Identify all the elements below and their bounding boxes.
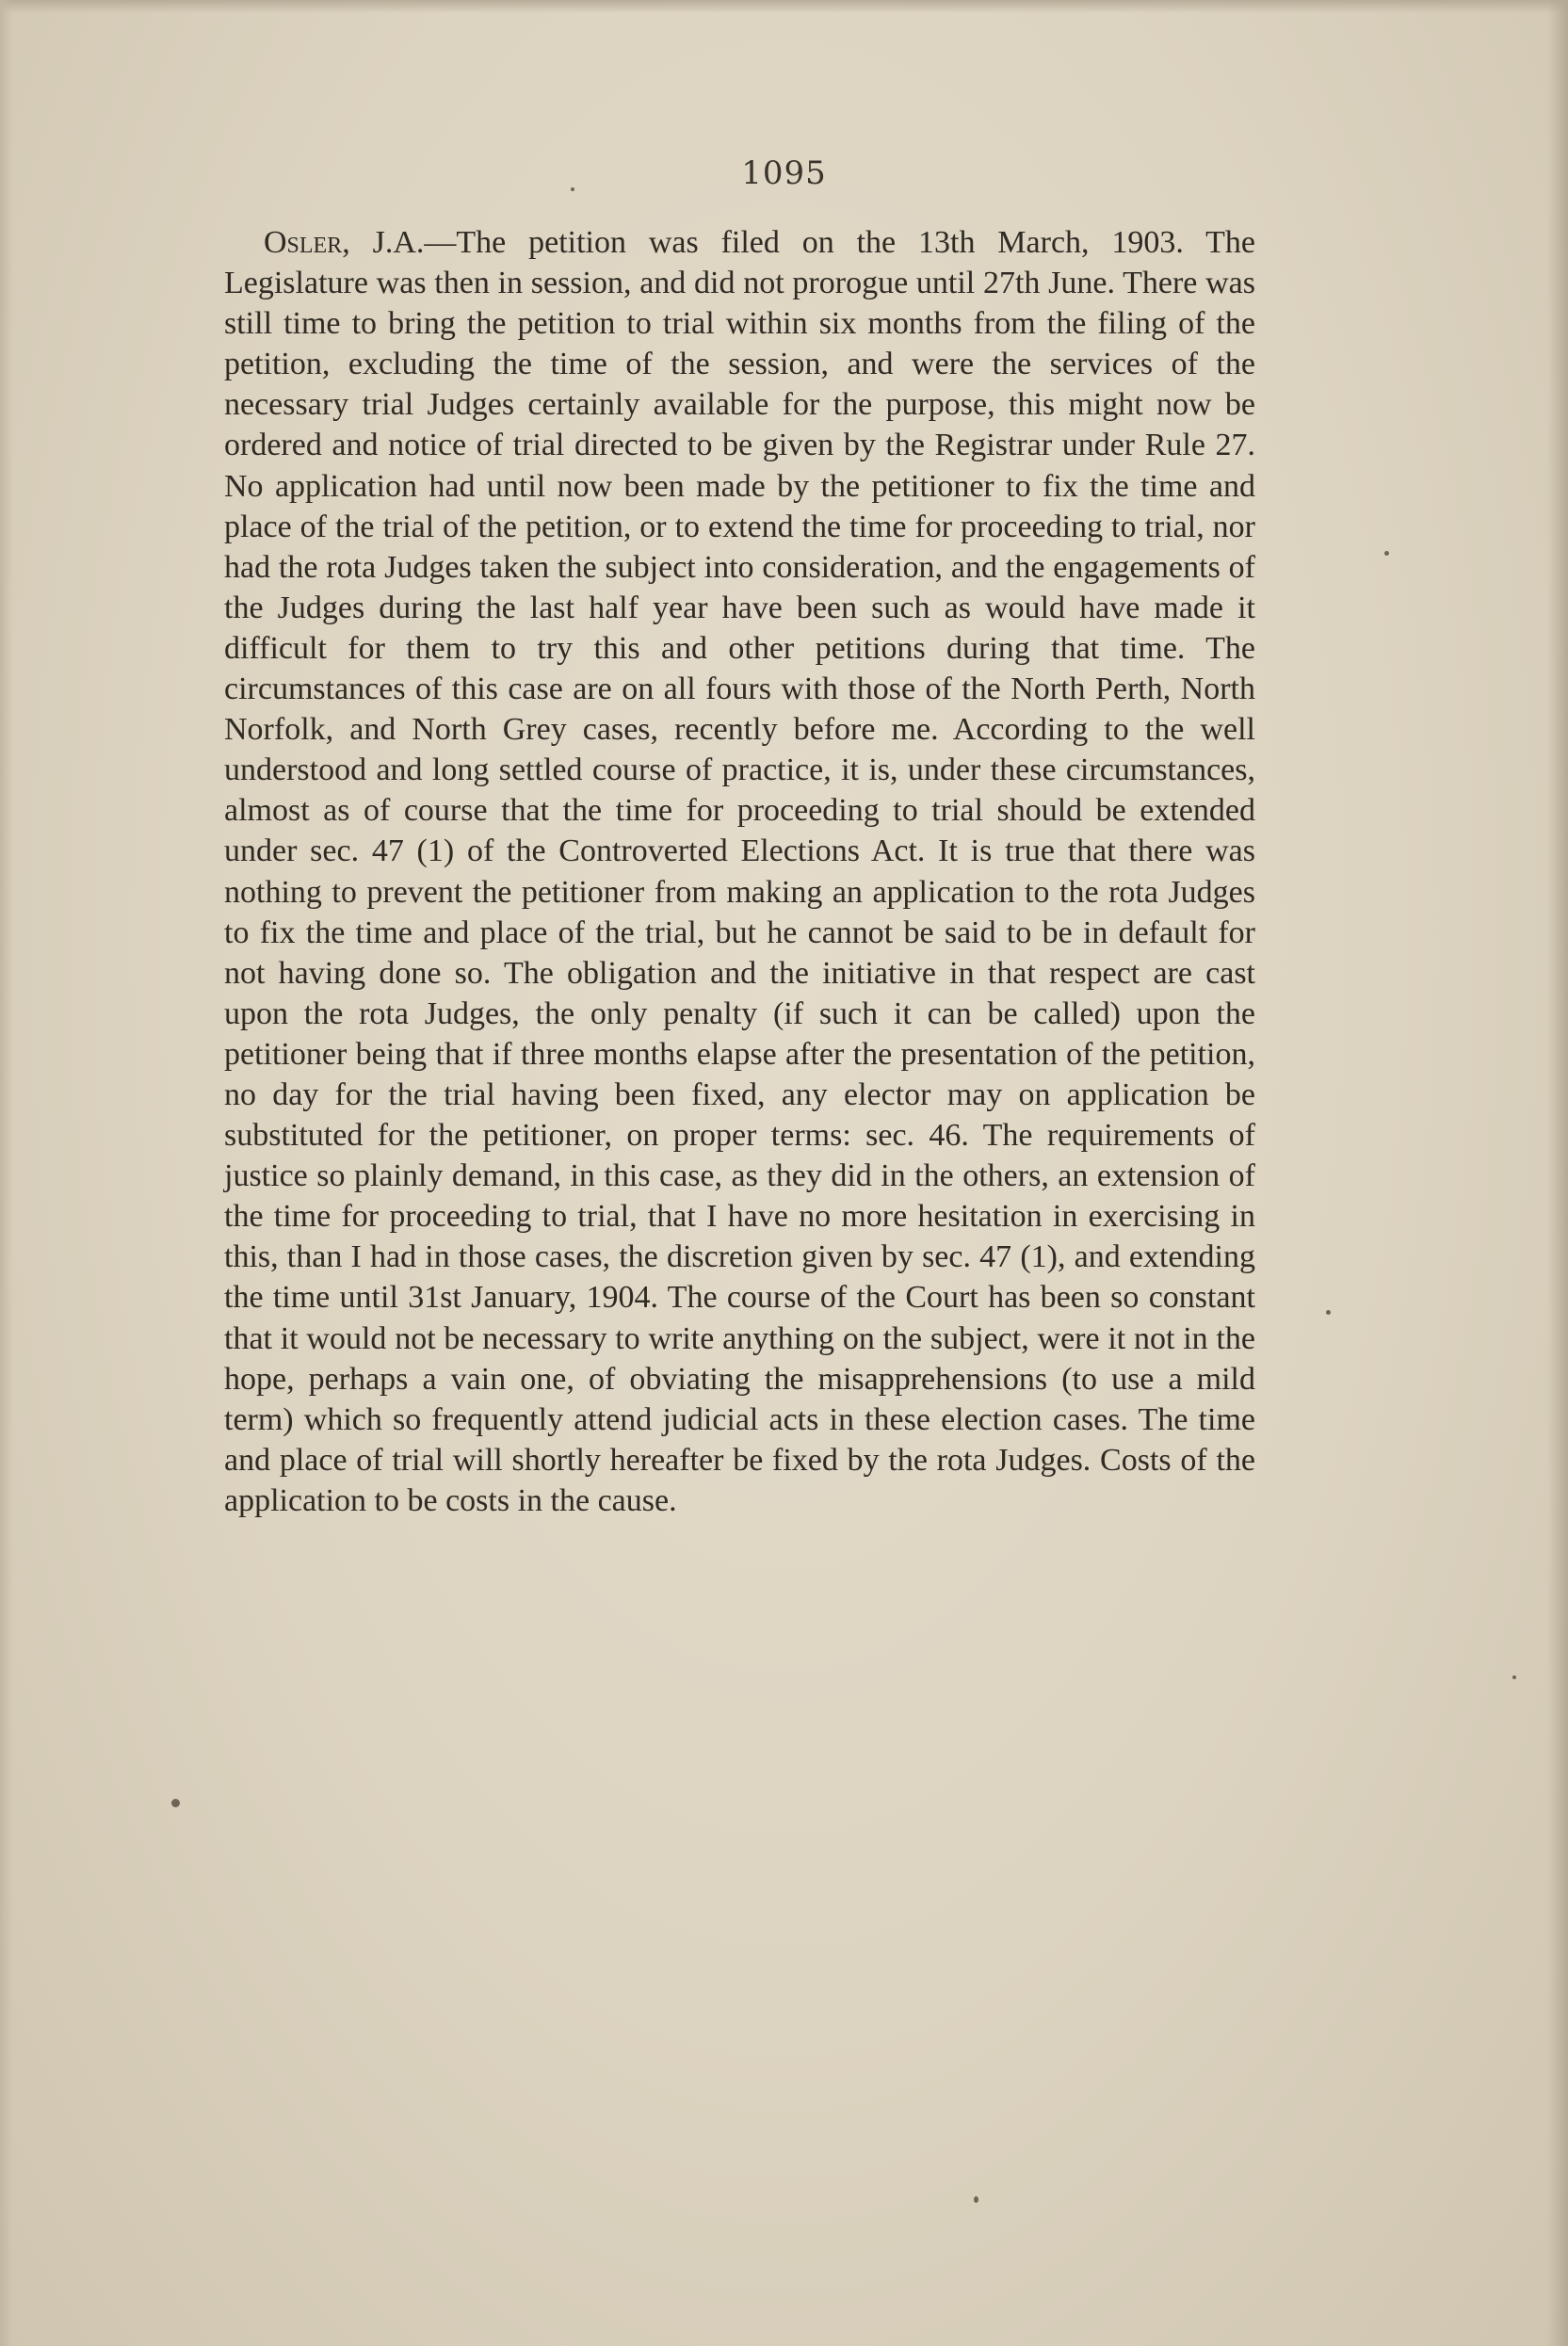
paper-speck [974,2196,978,2203]
judgment-paragraph [224,222,1255,1521]
paper-speck [1326,1310,1331,1315]
paper-speck [1512,1675,1516,1679]
paper-speck [571,187,574,191]
page-top-edge [0,0,1568,13]
page-left-edge [0,0,13,2346]
judgment-text: —The petition was filed on the 13th March, 1903. The Legislature was then in session, and did not prorogue until 27th June. There was still time to bring the petition to trial within six months from the filing of the petition, excluding the time of the session, and were the services of the necessary trial Judges certainly available for the purpose, this might now be ordered and notice of trial directed to be given by the Registrar under Rule 27. No application had until now been made by the petitioner to fix the time and place of the trial of the petition, or to extend the time for proceeding to trial, nor had the rota Judges taken the subject into consideration, and the engagements of the Judges during the last half year have been such as would have made it difficult for them to try this and other petitions during that time. The circumstances of this case are on all fours with those of the North Perth, North Norfolk, and North Grey cases, recently before me. According to the well understood and long settled course of practice, it is, under these circumstances, almost as of course that the time for proceeding to trial should be extended under sec. 47 (1) of the Controverted Elections Act. It is true that there was nothing to prevent the petitioner from making an application to the rota Judges to fix the time and place of the trial, but he cannot be said to be in default for not having done so. The obligation and the initiative in that respect are cast upon the rota Judges, the only penalty (if such it can be called) upon the petitioner being that if three months elapse after the presentation of the petition, no day for the trial having been fixed, any elector may on application be substituted for the petitioner, on proper terms: sec. 46. The requirements of justice so plainly demand, in this case, as they did in the others, an extension of the time for proceeding to trial, that I have no more hesitation in exercising in this, than I had in those cases, the discretion given by sec. 47 (1), and extending the time until 31st January, 1904. The course of the Court has been so constant that it would not be necessary to write anything on the subject, were it not in the hope, perhaps a vain one, of obviating the misapprehensions (to use a mild term) which so frequently attend judicial acts in these election cases. The time and place of trial will shortly hereafter be fixed by the rota Judges. Costs of the application to be costs in the cause. [224,225,1255,1518]
page-right-edge [1547,0,1568,2346]
paper-speck [1384,551,1389,556]
judge-name: Osler [264,225,343,260]
paper-speck [171,1799,180,1807]
page-number: 1095 [741,154,827,192]
judge-suffix: , J.A. [342,225,425,260]
